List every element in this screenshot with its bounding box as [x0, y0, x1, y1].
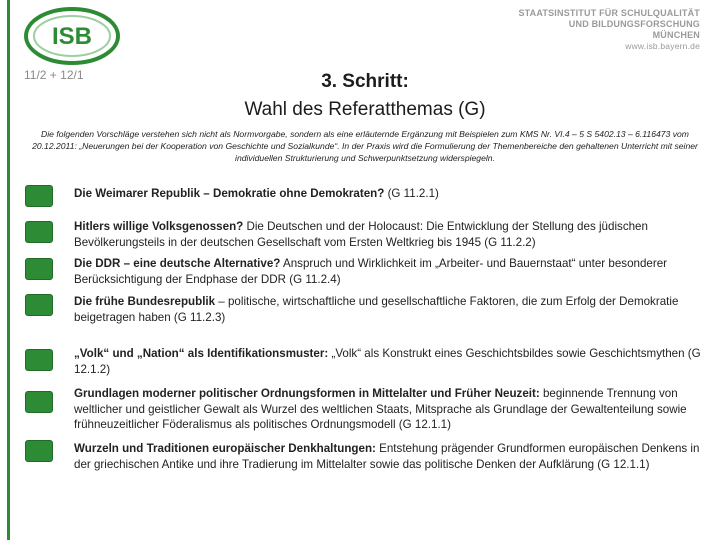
institute-url[interactable]: www.isb.bayern.de	[625, 41, 700, 51]
topic-title: Wurzeln und Traditionen europäischer Denkhaltungen:	[74, 442, 376, 455]
topic-detail: beginnende Trennung von weltlicher und geistlicher Gewalt als Wurzel des weltlichen Staats, Mitsprache als Grundlage der Gewaltenteilung sowie frühneuzeitlicher Föderalismus als politisches Ordnungsmodell (G 12.1.1)	[74, 387, 687, 431]
topic-checkbox-5[interactable]	[25, 349, 53, 371]
title-step: 3. Schritt:	[321, 71, 409, 92]
topic-title: Die frühe Bundesrepublik	[74, 295, 216, 308]
topic-item-6	[74, 386, 704, 433]
institute-line-1: STAATSINSTITUT FÜR SCHULQUALITÄT	[518, 8, 700, 18]
topic-checkbox-3[interactable]	[25, 258, 53, 280]
topic-checkbox-4[interactable]	[25, 294, 53, 316]
topic-item-4	[74, 294, 704, 325]
institute-block	[518, 8, 700, 52]
topic-item-5	[74, 346, 704, 377]
topic-detail: Anspruch und Wirklichkeit im „Arbeiter- und Bauernstaat“ unter besonderer Berücksichtigung der Endphase der DDR (G 11.2.4)	[74, 257, 668, 286]
topic-title: Die Weimarer Republik – Demokratie ohne Demokraten?	[74, 187, 385, 200]
topic-detail: (G 11.2.1)	[384, 187, 439, 200]
institute-line-2: UND BILDUNGSFORSCHUNG	[568, 19, 700, 29]
topic-detail: „Volk“ als Konstrukt eines Geschichtsbildes sowie Geschichtsmythen (G 12.1.2)	[74, 347, 701, 376]
topic-item-3	[74, 256, 704, 287]
grade-label: 11/2 + 12/1	[24, 68, 84, 82]
topic-title: Die DDR – eine deutsche Alternative?	[74, 257, 281, 270]
isb-logo	[24, 6, 120, 66]
topic-item-7	[74, 441, 704, 472]
topic-detail: Die Deutschen und der Holocaust: Die Entwicklung der Stellung des jüdischen Bevölkerungsteils in der deutschen Gesellschaft vom Ersten Weltkrieg bis 1945 (G 11.2.2)	[74, 220, 648, 249]
intro-text: Die folgenden Vorschläge verstehen sich nicht als Normvorgabe, sondern als eine erläuternde Ergänzung mit Beispielen zum KMS Nr. VI.4 – 5 S 5402.13 – 6.116473 vom 20.12.2011: „Neuerungen bei der Kooperation von Geschichte und Sozialkunde“. In der Praxis wird die Formulierung der Themenbereiche den gehaltenen Unterricht mit seiner individuellen Strukturierung und Schwerpunktsetzung widerspiegeln.	[32, 129, 698, 163]
topic-checkbox-1[interactable]	[25, 185, 53, 207]
topic-checkbox-2[interactable]	[25, 221, 53, 243]
topic-checkbox-7[interactable]	[25, 440, 53, 462]
topic-title: Hitlers willige Volksgenossen?	[74, 220, 244, 233]
topic-title: „Volk“ und „Nation“ als Identifikationsmuster:	[74, 347, 329, 360]
title-subject: Wahl des Referatthemas (G)	[244, 99, 486, 120]
logo-text: ISB	[51, 23, 93, 50]
topic-detail: Entstehung prägender Grundformen europäischen Denkens in der griechischen Antike und ihre Tradierung im Mittelalter sowie das politische Denken der Aufklärung (G 12.1.1)	[74, 442, 700, 471]
topic-item-1	[74, 186, 704, 202]
institute-line-3: MÜNCHEN	[652, 30, 700, 40]
topic-item-2	[74, 219, 704, 250]
topic-title: Grundlagen moderner politischer Ordnungsformen in Mittelalter und Früher Neuzeit:	[74, 387, 540, 400]
topic-detail: – politische, wirtschaftliche und gesellschaftliche Faktoren, die zum Erfolg der Demokratie beigetragen haben (G 11.2.3)	[74, 295, 679, 324]
topic-checkbox-6[interactable]	[25, 391, 53, 413]
page-title	[200, 68, 530, 124]
left-accent-rule	[7, 0, 10, 540]
